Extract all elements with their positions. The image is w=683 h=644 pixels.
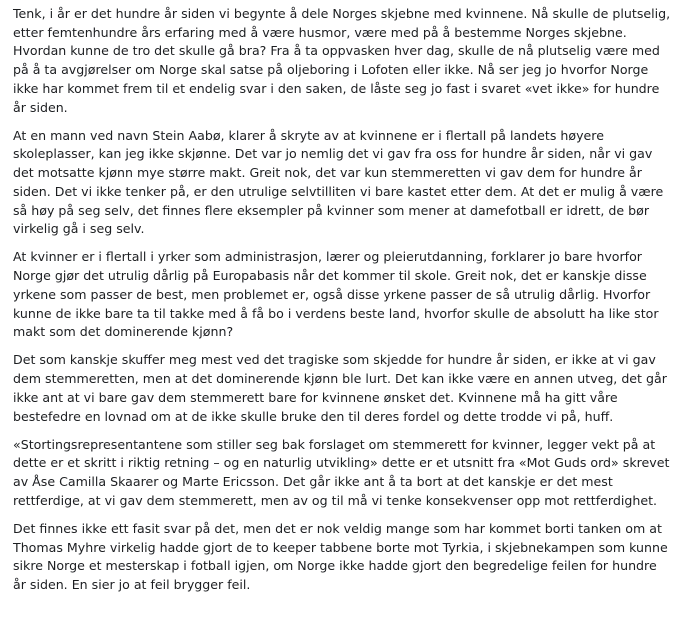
paragraph-5: «Stortingsrepresentantene som stiller seg bak forslaget om stemmerett for kvinner, legger vekt på at dette er et skritt i riktig retning – og en naturlig utvikling» dette er et utsnitt fra «Mot Guds ord» skrevet av Åse Camilla Skaarer og Marte Ericsson. Det går ikke ant å ta bort at det kanskje er det mest rettferdige, at vi gav dem stemmerett, men av og til må vi tenke konsekvenser opp mot rettferdighet.	[13, 436, 670, 508]
paragraph-1: Tenk, i år er det hundre år siden vi begynte å dele Norges skjebne med kvinnene. Nå skulle de plutselig, etter femtenhundre års erfaring med å være husmor, være med på å bestemme Norges skjebne. Hvordan kunne de tro det skulle gå bra? Fra å ta oppvasken hver dag, skulle de nå plutselig være med på å ta avgjørelser om Norge skal satse på oljeboring i Lofoten eller ikke. Nå ser jeg jo hvorfor Norge ikke har kommet frem til et endelig svar i den saken, de låste seg jo fast i svaret «vet ikke» for hundre år siden.	[13, 6, 671, 115]
paragraph-2: At en mann ved navn Stein Aabø, klarer å skryte av at kvinnene er i flertall på landets høyere skoleplasser, kan jeg ikke skjønne. Det var jo nemlig det vi gav fra oss for hundre år siden, når vi gav det motsatte kjønn mye større makt. Greit nok, det var kun stemmeretten vi gav dem for hundre år siden. Det vi ikke tenker på, er den utrulige selvtilliten vi bare kastet etter dem. At det er mulig å være så høy på seg selv, det finnes flere eksempler på kvinner som mener at damefotball er idrett, de bør virkelig gå i seg selv.	[13, 127, 664, 237]
paragraph-3: At kvinner er i flertall i yrker som administrasjon, lærer og pleierutdanning, forklarer jo bare hvorfor Norge gjør det utrulig dårlig på Europabasis når det kommer til skole. Greit nok, det er kanskje disse yrkene som passer de best, men problemet er, også disse yrkene passer de så utrulig dårlig. Hvorfor kunne de ikke bare ta til takke med å få bo i verdens beste land, hvorfor skulle de absolutt ha like stor makt som det dominerende kjønn?	[13, 249, 659, 340]
paragraph-6: Det finnes ikke ett fasit svar på det, men det er nok veldig mange som har kommet borti tanken om at Thomas Myhre virkelig hadde gjort de to keeper tabbene borte mot Tyrkia, i skjebnekampen som kunne sikre Norge et mesterskap i fotball igjen, om Norge ikke hadde gjort den begredelige feilen for hundre år siden. En sier jo at feil brygger feil.	[13, 521, 668, 593]
paragraph-4: Det som kanskje skuffer meg mest ved det tragiske som skjedde for hundre år siden, er ikke at vi gav dem stemmeretten, men at det dominerende kjønn ble lurt. Det kan ikke være en annen utveg, det går ikke ant at vi bare gav dem stemmerett bare for kvinnene ønsket det. Kvinnene må ha gitt våre bestefedre en lovnad om at de ikke skulle bruke den til deres fordel og dette trodde vi på, huff.	[13, 352, 667, 424]
